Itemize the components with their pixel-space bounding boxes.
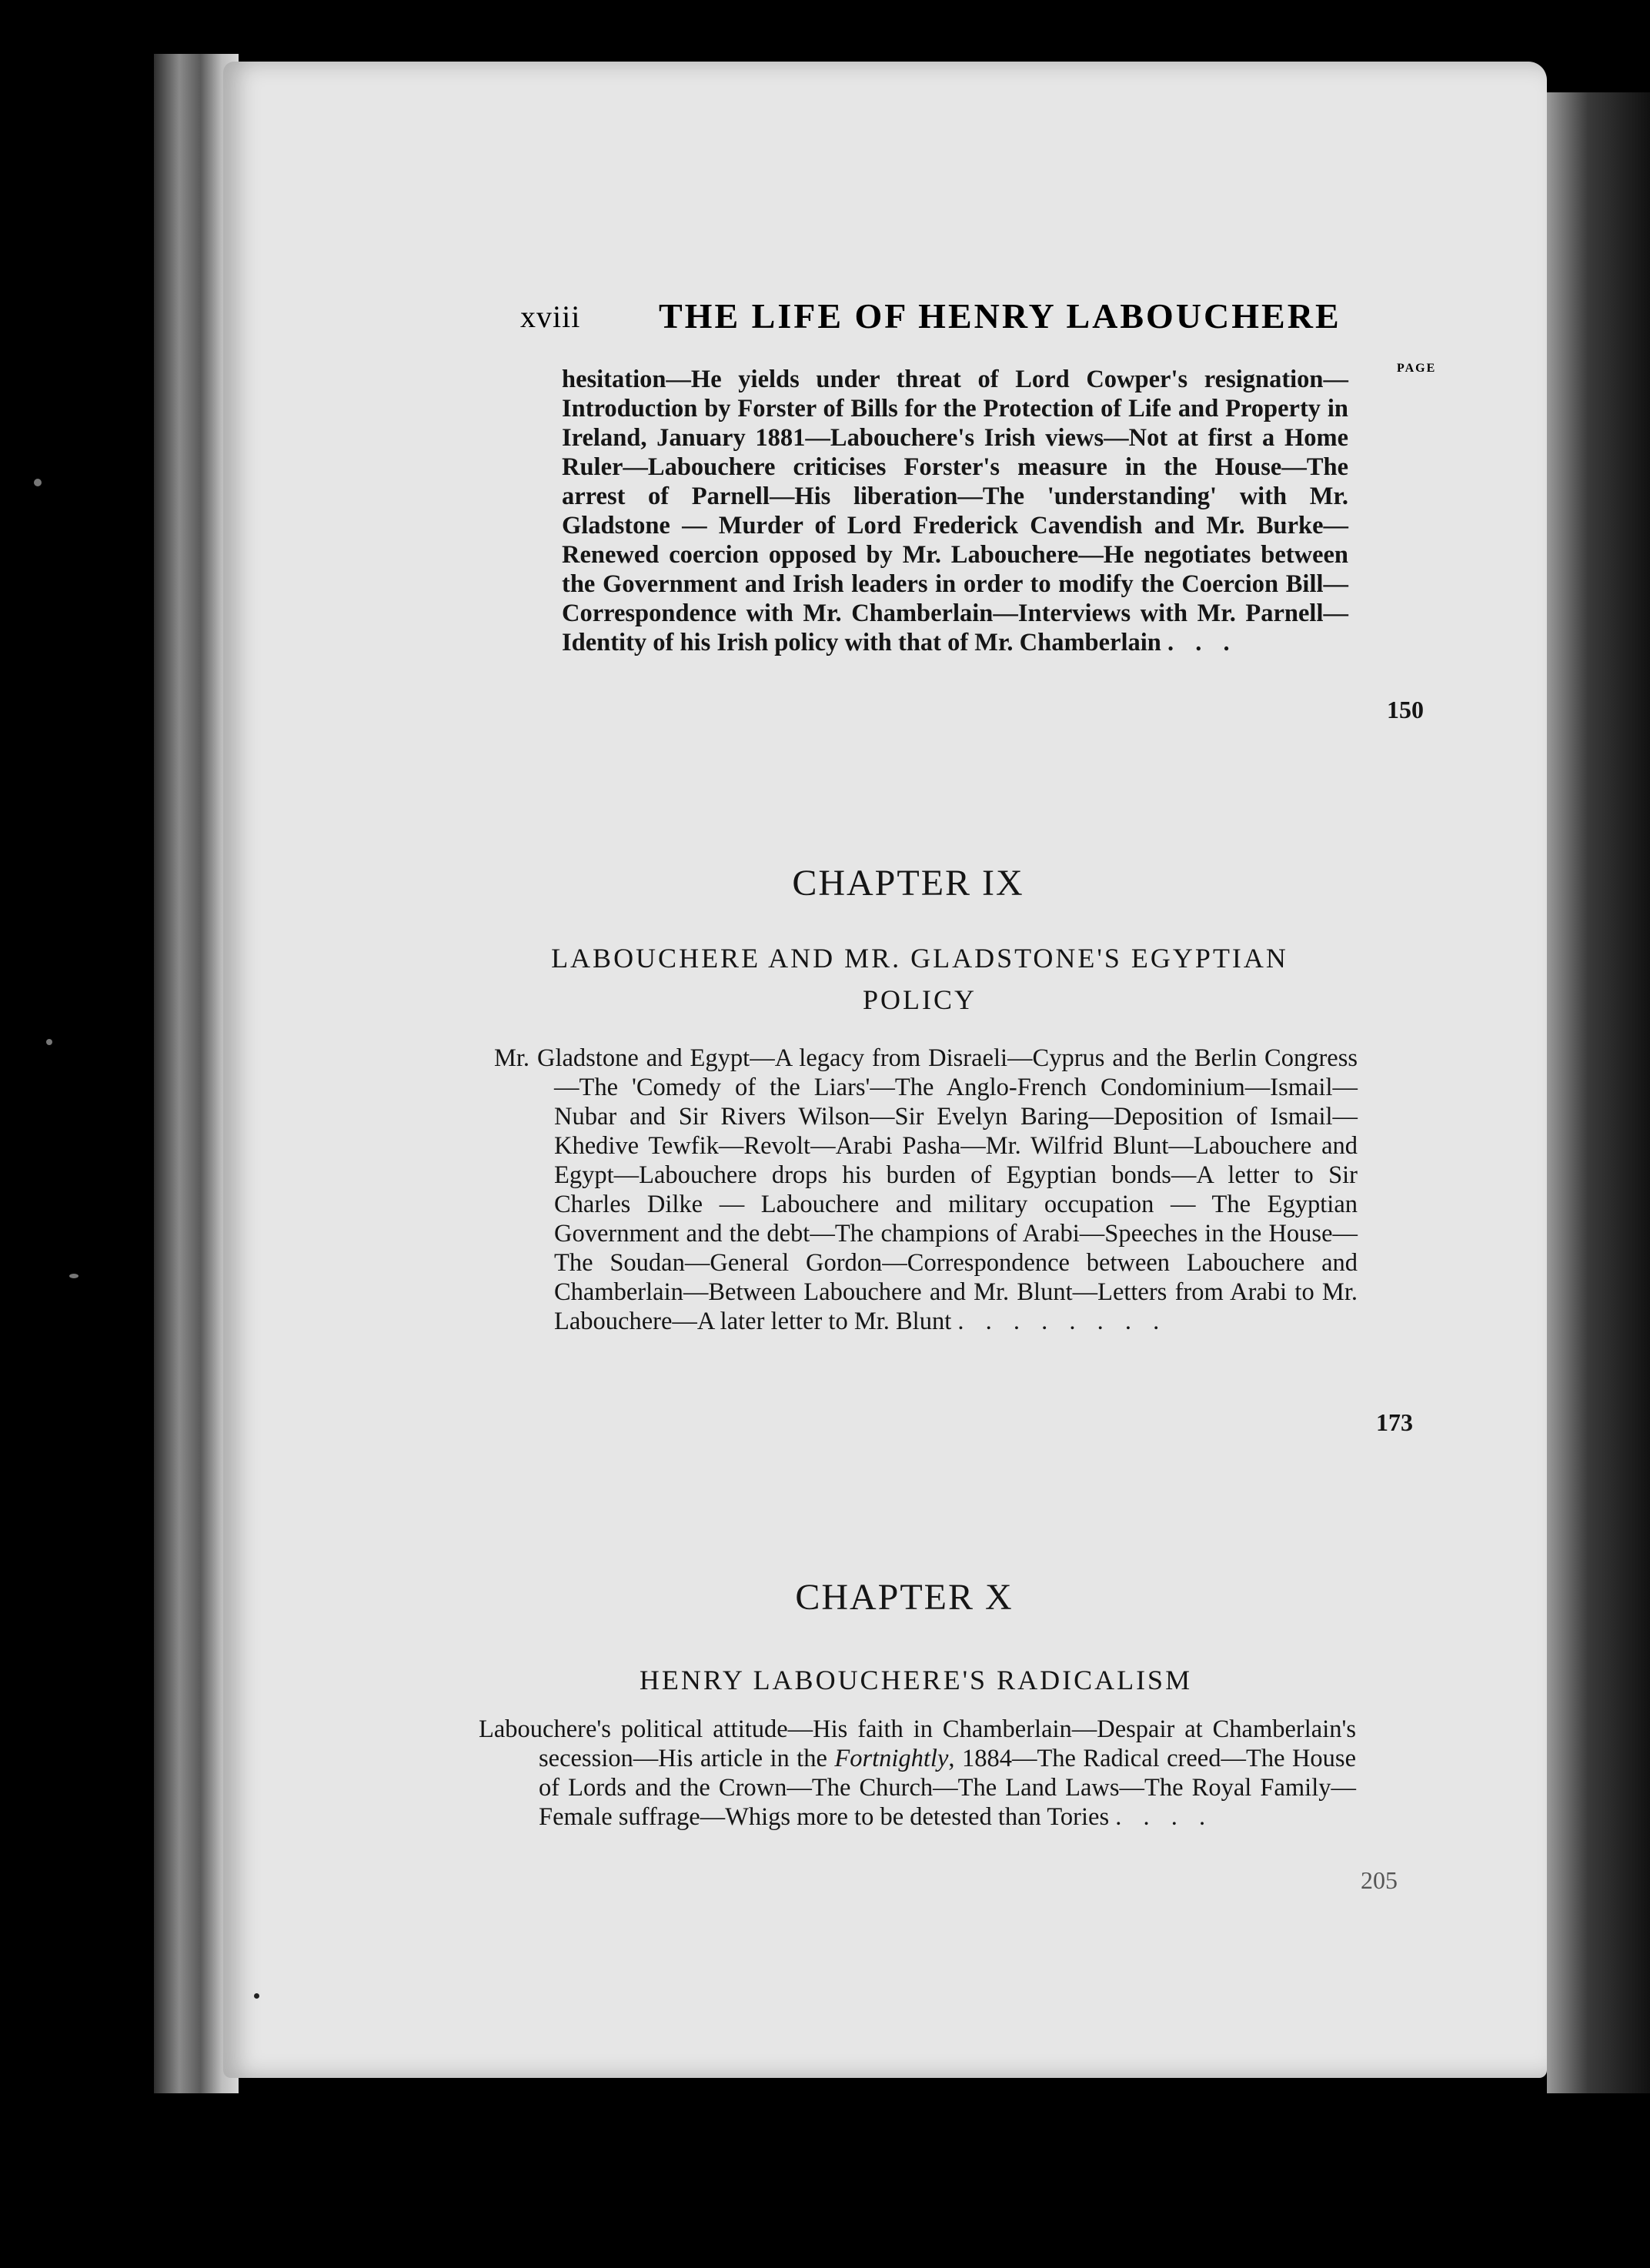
entry-summary-part-2: , 1884—The Radical creed—The House of Lords and the Crown—The Church—The Land Laws—The Royal Family—Female suffrage—Whigs more to be detested than Tories (539, 1745, 1356, 1831)
entry-summary: Mr. Gladstone and Egypt—A legacy from Disraeli—Cyprus and the Berlin Congress—The 'Comedy of the Liars'—The Anglo-French Condominium—Ismail—Nubar and Sir Rivers Wilson—Sir Evelyn Baring—Deposition of Ismail—Khedive Tewfik—Revolt—Arabi Pasha—Mr. Wilfrid Blunt—Labouchere and Egypt—Labouchere drops his burden of Egyptian bonds—A letter to Sir Charles Dilke — Labouchere and military occupation — The Egyptian Government and the debt—The champions of Arabi—Speeches in the House—The Soudan—General Gordon—Correspondence between Labouchere and Chamberlain—Between Labouchere and Mr. Blunt—Letters from Arabi to Mr. Labouchere—A later letter to Mr. Blunt (494, 1044, 1358, 1335)
scan-speck (34, 479, 42, 486)
journal-title: Fortnightly (834, 1745, 949, 1772)
toc-entry-chapter-viii-continued (562, 365, 1348, 657)
book-page (223, 62, 1547, 2078)
leader-dots: . . . . (1115, 1803, 1214, 1831)
page-number: xviii (520, 299, 581, 334)
entry-summary: hesitation—He yields under threat of Lord Cowper's resignation—Introduction by Forster of Bills for the Protection of Life and Property in Ireland, January 1881—Labouchere's Irish views—Not at first a Home Ruler—Labouchere criticises Forster's measure in the House—The arrest of Parnell—His liberation—The 'understanding' with Mr. Gladstone — Murder of Lord Frederick Cavendish and Mr. Burke—Renewed coercion opposed by Mr. Labouchere—He negotiates between the Government and Irish leaders in order to modify the Coercion Bill—Correspondence with Mr. Chamberlain—Interviews with Mr. Parnell—Identity of his Irish policy with that of Mr. Chamberlain (562, 366, 1348, 656)
scan-speck (254, 1993, 259, 1999)
scan-speck (46, 1039, 52, 1045)
toc-entry-chapter-x (479, 1715, 1356, 1832)
leader-dots: . . . (1167, 629, 1238, 656)
chapter-heading-x: CHAPTER X (795, 1577, 1014, 1618)
book-right-edge (1547, 92, 1650, 2093)
entry-page-number: 150 (1387, 696, 1424, 723)
entry-page-number: 173 (1376, 1408, 1413, 1436)
leader-dots: . . . . . . . . (957, 1308, 1167, 1335)
toc-entry-chapter-ix (494, 1044, 1358, 1336)
entry-summary-part-1: Labouchere's political attitude—His faith in Chamberlain—Despair at Chamberlain's secession—His article in the (479, 1715, 1356, 1772)
chapter-title-x: HENRY LABOUCHERE'S RADICALISM (639, 1665, 1193, 1695)
chapter-title-ix: LABOUCHERE AND MR. GLADSTONE'S EGYPTIAN POLICY (551, 943, 1288, 1015)
scan-speck (69, 1274, 78, 1278)
chapter-heading-ix: CHAPTER IX (792, 863, 1024, 904)
entry-page-number: 205 (1361, 1866, 1398, 1894)
page-column-label: PAGE (1397, 362, 1437, 375)
running-title: THE LIFE OF HENRY LABOUCHERE (659, 296, 1341, 336)
